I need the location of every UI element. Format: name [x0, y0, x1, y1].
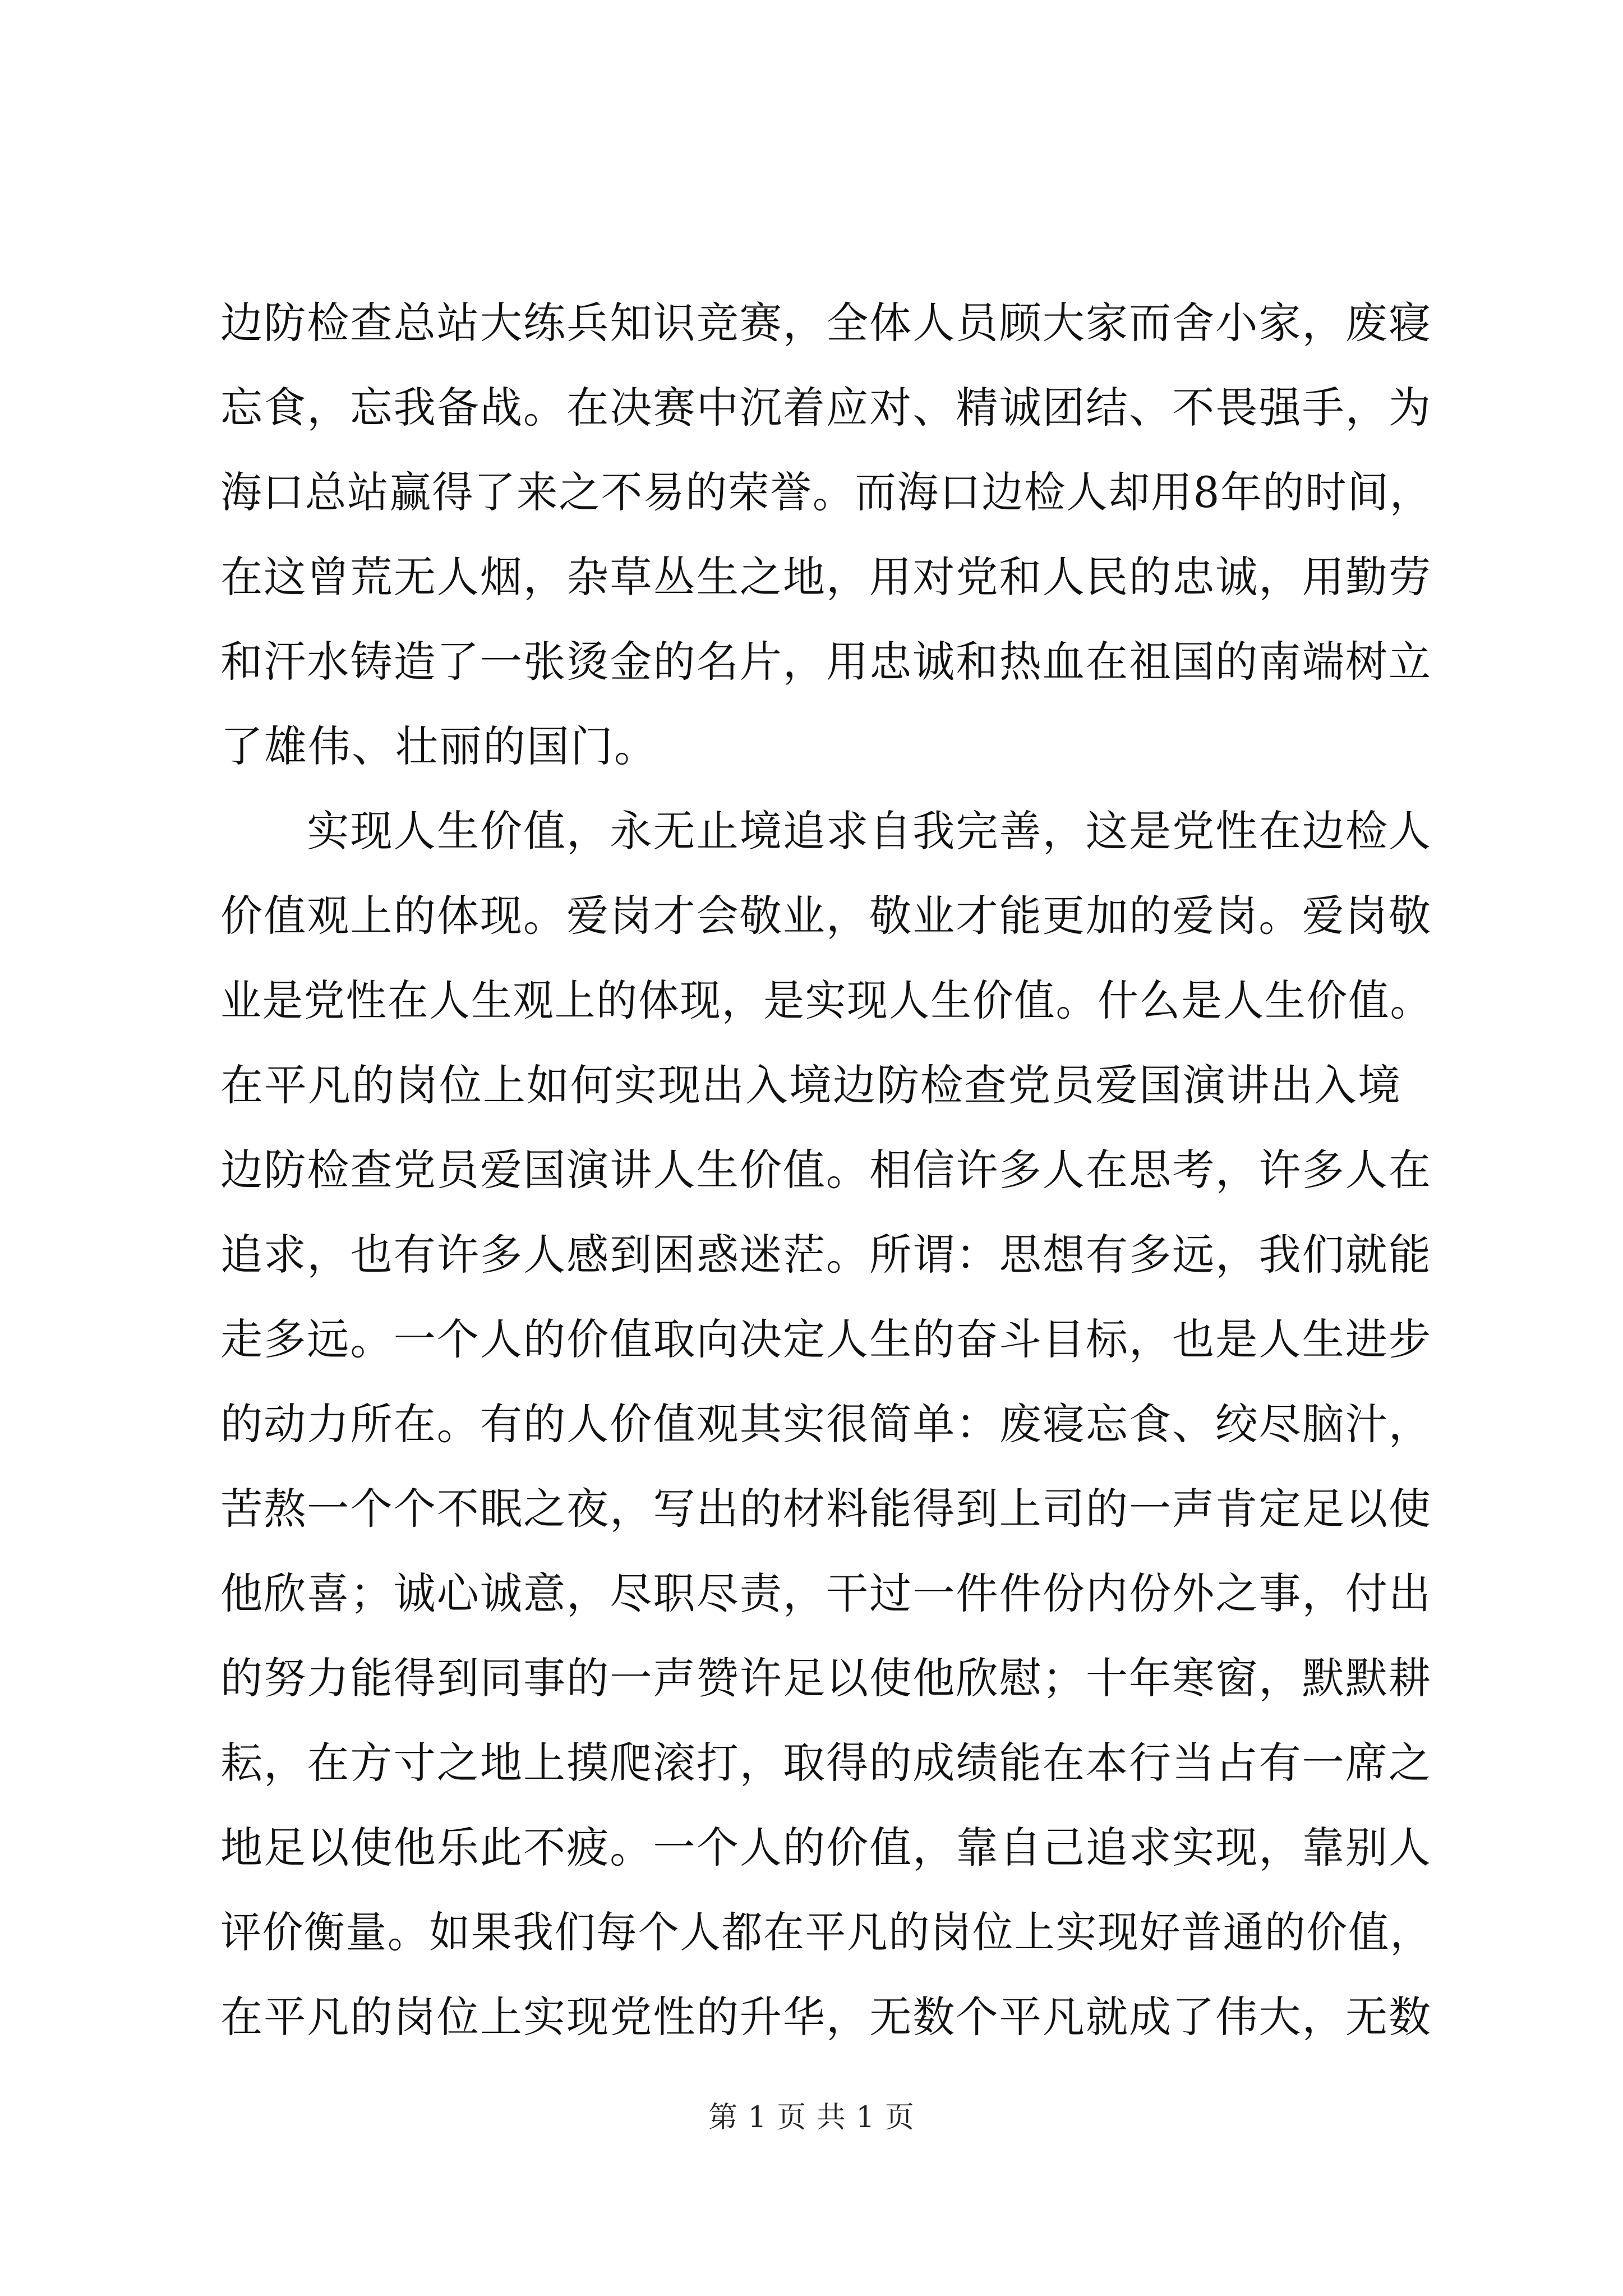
text-line: 的动力所在。有的人价值观其实很简单：废寝忘食、绞尽脑汁， — [220, 1399, 1432, 1449]
text-line: 的努力能得到同事的一声赞许足以使他欣慰；十年寒窗，默默耕 — [220, 1653, 1432, 1703]
text-line: 走多远。一个人的价值取向决定人生的奋斗目标，也是人生进步 — [220, 1314, 1432, 1364]
text-line: 边防检查党员爱国演讲人生价值。相信许多人在思考，许多人在 — [220, 1145, 1432, 1195]
text-line: 追求，也有许多人感到困惑迷茫。所谓：思想有多远，我们就能 — [220, 1230, 1432, 1280]
text-line: 了雄伟、壮丽的国门。 — [220, 721, 658, 771]
text-line: 他欣喜；诚心诚意，尽职尽责，干过一件件份内份外之事，付出 — [220, 1568, 1432, 1618]
text-line: 海口总站赢得了来之不易的荣誉。而海口边检人却用8年的时间， — [220, 467, 1432, 517]
text-line: 耘，在方寸之地上摸爬滚打，取得的成绩能在本行当占有一席之 — [220, 1738, 1432, 1788]
text-line: 实现人生价值，永无止境追求自我完善，这是党性在边检人 — [220, 806, 1432, 856]
text-line: 在这曾荒无人烟，杂草丛生之地，用对党和人民的忠诚，用勤劳 — [220, 552, 1432, 602]
text-line: 评价衡量。如果我们每个人都在平凡的岗位上实现好普通的价值， — [220, 1907, 1432, 1957]
text-line: 在平凡的岗位上如何实现出入境边防检查党员爱国演讲出入境 — [220, 1060, 1401, 1110]
text-line: 和汗水铸造了一张烫金的名片，用忠诚和热血在祖国的南端树立 — [220, 637, 1432, 687]
text-line: 地足以使他乐此不疲。一个人的价值，靠自己追求实现，靠别人 — [220, 1823, 1432, 1872]
text-line: 边防检查总站大练兵知识竞赛，全体人员顾大家而舍小家，废寝 — [220, 298, 1432, 348]
page-number-footer: 第 1 页 共 1 页 — [708, 2101, 915, 2134]
text-line: 忘食，忘我备战。在决赛中沉着应对、精诚团结、不畏强手，为 — [220, 383, 1432, 432]
text-line: 苦熬一个个不眠之夜，写出的材料能得到上司的一声肯定足以使 — [220, 1484, 1432, 1534]
text-line: 价值观上的体现。爱岗才会敬业，敬业才能更加的爱岗。爱岗敬 — [220, 891, 1432, 941]
text-line: 在平凡的岗位上实现党性的升华，无数个平凡就成了伟大，无数 — [220, 1992, 1432, 2042]
text-line: 业是党性在人生观上的体现，是实现人生价值。什么是人生价值。 — [220, 976, 1432, 1025]
